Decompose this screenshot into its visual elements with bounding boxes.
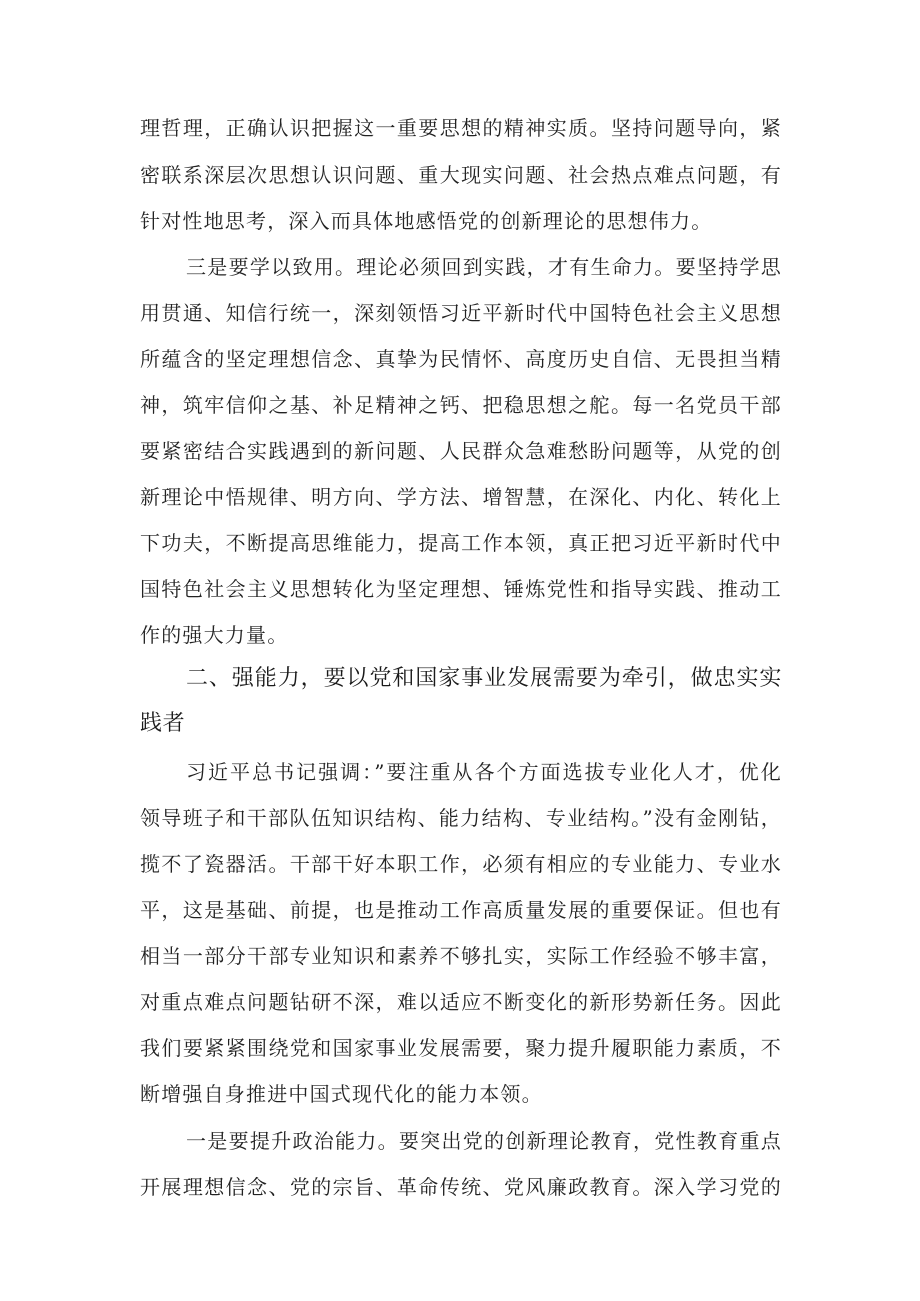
heading-line: 二、强能力，要以党和国家事业发展需要为牵引，做忠实实 bbox=[186, 666, 782, 691]
text-line: 断增强自身推进中国式现代化的能力本领。 bbox=[140, 1082, 543, 1106]
text-line: 习近平总书记强调：”要注重从各个方面选拔专业化人才，优化 bbox=[186, 760, 782, 784]
text-line: 神，筑牢信仰之基、补足精神之钙、把稳思想之舵。每一名党员干部 bbox=[140, 393, 782, 417]
text-line: 密联系深层次思想认识问题、重大现实问题、社会热点难点问题，有 bbox=[140, 163, 782, 187]
text-line: 对重点难点问题钻研不深，难以适应不断变化的新形势新任务。因此 bbox=[140, 990, 782, 1014]
text-line: 三是要学以致用。理论必须回到实践，才有生命力。要坚持学思 bbox=[186, 255, 782, 279]
text-line: 开展理想信念、党的宗旨、革命传统、党风廉政教育。深入学习党的 bbox=[140, 1175, 782, 1199]
text-line: 用贯通、知信行统一，深刻领悟习近平新时代中国特色社会主义思想 bbox=[140, 301, 782, 325]
text-line: 理哲理，正确认识把握这一重要思想的精神实质。坚持问题导向，紧 bbox=[140, 116, 782, 140]
text-line: 所蕴含的坚定理想信念、真挚为民情怀、高度历史自信、无畏担当精 bbox=[140, 347, 782, 371]
text-line: 揽不了瓷器活。干部干好本职工作，必须有相应的专业能力、专业水 bbox=[140, 852, 782, 876]
text-line: 平，这是基础、前提，也是推动工作高质量发展的重要保证。但也有 bbox=[140, 898, 782, 922]
text-line: 我们要紧紧围绕党和国家事业发展需要，聚力提升履职能力素质，不 bbox=[140, 1036, 782, 1060]
text-line: 领导班子和干部队伍知识结构、能力结构、专业结构。”没有金刚钻， bbox=[140, 806, 782, 830]
text-line: 作的强大力量。 bbox=[140, 623, 289, 647]
text-line: 相当一部分干部专业知识和素养不够扎实，实际工作经验不够丰富， bbox=[140, 944, 782, 968]
text-line: 针对性地思考，深入而具体地感悟党的创新理论的思想伟力。 bbox=[140, 209, 713, 233]
heading-line: 践者 bbox=[140, 711, 186, 736]
text-line: 下功夫，不断提高思维能力，提高工作本领，真正把习近平新时代中 bbox=[140, 531, 782, 555]
text-line: 国特色社会主义思想转化为坚定理想、锤炼党性和指导实践、推动工 bbox=[140, 577, 782, 601]
text-line: 要紧密结合实践遇到的新问题、人民群众急难愁盼问题等，从党的创 bbox=[140, 439, 782, 463]
text-line: 新理论中悟规律、明方向、学方法、增智慧，在深化、内化、转化上 bbox=[140, 485, 782, 509]
text-line: 一是要提升政治能力。要突出党的创新理论教育，党性教育重点 bbox=[186, 1129, 782, 1153]
